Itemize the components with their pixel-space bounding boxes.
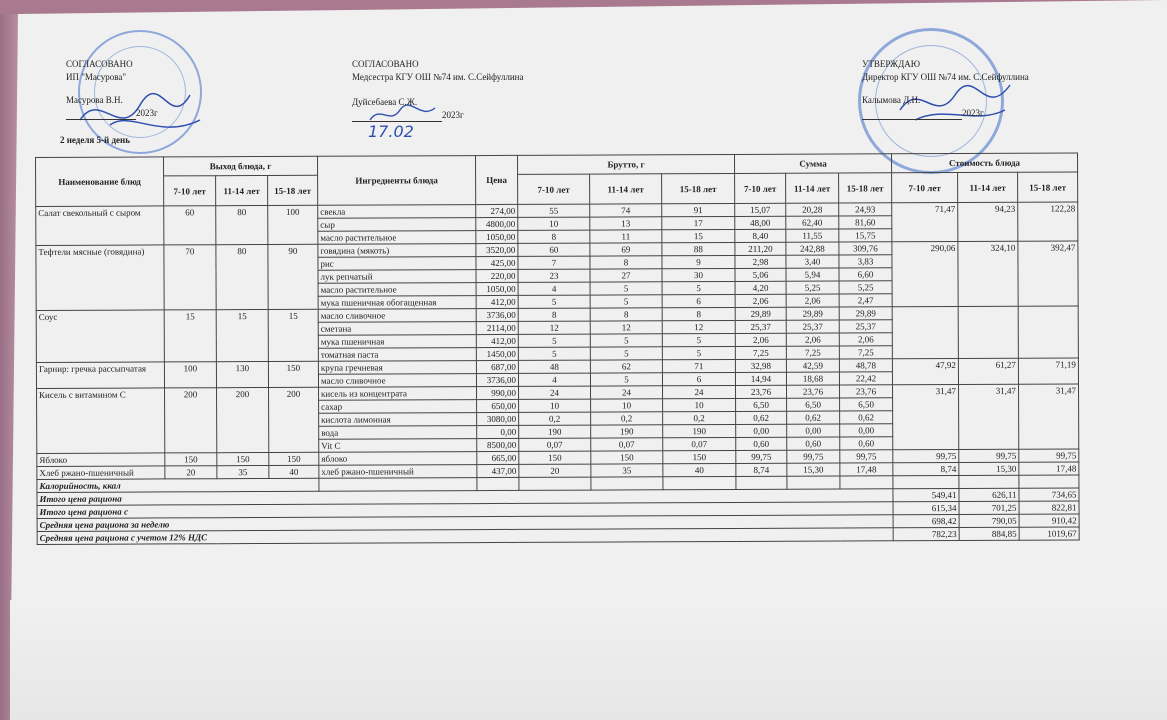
dish-yield: 200: [217, 387, 269, 452]
ingredient-name: масло растительное: [318, 231, 476, 245]
brutto-value: 0,07: [591, 438, 663, 451]
dish-cost: 15,30: [959, 462, 1019, 475]
sum-value: 2,98: [735, 255, 786, 268]
total-value: 782,23: [893, 527, 959, 540]
header-age: 7-10 лет: [735, 173, 786, 203]
brutto-value: 55: [518, 204, 590, 217]
ingredient-name: сахар: [319, 400, 477, 414]
approval-middle-date-row: [352, 109, 523, 122]
empty-cell: [893, 475, 959, 488]
sum-value: 0,60: [787, 437, 840, 450]
brutto-value: 69: [590, 243, 662, 256]
brutto-value: 0,2: [591, 412, 663, 425]
brutto-value: 150: [591, 451, 663, 464]
dish-cost: 94,23: [958, 202, 1018, 241]
handwritten-date: 17.02: [368, 122, 414, 141]
approval-left-name: Масурова В.Н.: [66, 95, 123, 105]
sum-value: 15,75: [839, 229, 892, 242]
approval-middle: [352, 58, 523, 122]
header-sum: Сумма: [734, 154, 891, 174]
sum-value: 242,88: [786, 242, 839, 255]
empty-cell: [319, 478, 477, 492]
sum-value: 25,37: [839, 320, 892, 333]
brutto-value: 74: [590, 204, 662, 217]
sum-value: 7,25: [735, 346, 786, 359]
brutto-value: 190: [591, 425, 663, 438]
brutto-value: 88: [662, 242, 735, 255]
approval-middle-org: Медсестра КГУ ОШ №74 им. С.Сейфуллина: [352, 72, 524, 82]
ingredient-price: 437,00: [477, 464, 519, 477]
empty-cell: [663, 476, 736, 489]
dish-cost: 71,47: [892, 202, 958, 241]
sign-line: [352, 112, 442, 122]
approval-left: [66, 58, 158, 120]
dish-yield: 200: [269, 387, 319, 452]
dish-name: Тефтели мясные (говядина): [36, 245, 164, 311]
sum-value: 8,40: [735, 229, 786, 242]
header-age: 7-10 лет: [518, 174, 590, 204]
header-brutto: Брутто, г: [517, 154, 734, 174]
brutto-value: 12: [518, 321, 590, 334]
ingredient-price: 0,00: [477, 425, 519, 438]
total-value: 822,81: [1019, 501, 1079, 514]
total-value: 549,41: [893, 488, 959, 501]
empty-cell: [1019, 475, 1079, 488]
header-ingredients: Ингредиенты блюда: [317, 156, 475, 206]
sum-value: 99,75: [787, 450, 840, 463]
approval-left-date-row: [66, 107, 158, 120]
empty-cell: [787, 476, 840, 489]
dish-yield: 130: [216, 361, 268, 387]
ingredient-price: 3736,00: [476, 373, 518, 386]
sum-value: 0,60: [840, 437, 893, 450]
empty-cell: [840, 476, 893, 489]
dish-name: Яблоко: [37, 453, 165, 467]
brutto-value: 10: [519, 399, 591, 412]
total-value: 1019,67: [1019, 527, 1079, 540]
approval-right-date-row: [862, 107, 1029, 120]
approval-right: [862, 58, 1029, 120]
ingredient-name: свекла: [318, 205, 476, 219]
header-yield: Выход блюда, г: [164, 156, 318, 176]
sum-value: 62,40: [786, 216, 839, 229]
empty-cell: [959, 475, 1019, 488]
total-label: Средняя цена рациона за неделю: [37, 515, 893, 532]
ingredient-name: масло растительное: [318, 283, 476, 297]
brutto-value: 15: [662, 229, 735, 242]
dish-yield: 200: [165, 388, 217, 453]
brutto-value: 5: [518, 295, 590, 308]
ingredient-price: 8500,00: [477, 438, 519, 451]
brutto-value: 5: [662, 346, 735, 359]
sum-value: 25,37: [735, 320, 786, 333]
ingredient-price: 990,00: [477, 386, 519, 399]
brutto-value: 5: [590, 347, 662, 360]
brutto-value: 0,2: [663, 411, 736, 424]
ingredient-name: сыр: [318, 218, 476, 232]
header-age: 11-14 лет: [958, 172, 1018, 202]
ingredient-name: говядина (мякоть): [318, 244, 476, 258]
header-age: 7-10 лет: [164, 176, 216, 206]
ingredient-name: рис: [318, 257, 476, 271]
brutto-value: 20: [519, 464, 591, 477]
dish-yield: 35: [217, 465, 269, 478]
sum-value: 11,55: [786, 229, 839, 242]
ingredient-name: масло сливочное: [318, 309, 476, 323]
dish-cost: 99,75: [959, 449, 1019, 462]
sum-value: 48,78: [839, 359, 892, 372]
ingredient-price: 220,00: [476, 269, 518, 282]
ingredient-name: кислота лимонная: [319, 413, 477, 427]
brutto-value: 4: [518, 282, 590, 295]
total-label: Итого цена рациона с: [37, 502, 893, 519]
brutto-value: 5: [518, 334, 590, 347]
approval-right-title: УТВЕРЖДАЮ: [862, 59, 921, 69]
dish-yield: 150: [165, 453, 217, 466]
brutto-value: 24: [519, 386, 591, 399]
ingredient-price: 3080,00: [477, 412, 519, 425]
sum-value: 42,59: [786, 359, 839, 372]
dish-yield: 70: [164, 245, 216, 310]
ingredient-name: кисель из концентрата: [319, 387, 477, 401]
dish-name: Соус: [36, 310, 164, 363]
ingredient-price: 1050,00: [476, 230, 518, 243]
sum-value: 5,25: [839, 281, 892, 294]
brutto-value: 10: [591, 399, 663, 412]
ingredient-price: 3520,00: [476, 243, 518, 256]
brutto-value: 6: [662, 372, 735, 385]
brutto-value: 5: [590, 282, 662, 295]
brutto-value: 4: [518, 373, 590, 386]
ingredient-name: мука пшеничная: [318, 335, 476, 349]
total-value: 734,65: [1019, 488, 1079, 501]
header-dish: Наименование блюд: [36, 157, 164, 207]
ingredient-price: 3736,00: [476, 308, 518, 321]
ingredient-price: 1450,00: [476, 347, 518, 360]
sum-value: 3,83: [839, 255, 892, 268]
ingredient-price: 425,00: [476, 256, 518, 269]
dish-cost: [892, 306, 958, 358]
sum-value: 0,00: [787, 424, 840, 437]
dish-cost: 71,19: [1018, 358, 1078, 384]
approval-middle-title: СОГЛАСОВАНО: [352, 59, 419, 69]
dish-yield: 15: [216, 309, 268, 361]
ingredient-name: мука пшеничная обогащенная: [318, 296, 476, 310]
brutto-value: 48: [518, 360, 590, 373]
sum-value: 0,00: [736, 424, 787, 437]
dish-name: Кисель с витамином С: [37, 388, 165, 454]
brutto-value: 8: [590, 256, 662, 269]
brutto-value: 30: [662, 268, 735, 281]
total-value: 615,34: [893, 501, 959, 514]
approval-middle-date: 2023г: [442, 110, 464, 120]
approval-left-date: 2023г: [136, 108, 158, 118]
brutto-value: 190: [519, 425, 591, 438]
sum-value: 2,06: [735, 333, 786, 346]
sum-value: 15,07: [735, 203, 786, 216]
sign-line: [862, 110, 962, 120]
approval-right-name: Калымова Д.Н.: [862, 95, 921, 105]
brutto-value: 8: [518, 230, 590, 243]
dish-yield: 150: [217, 452, 269, 465]
header-cost: Стоимость блюда: [891, 153, 1077, 173]
brutto-value: 27: [590, 269, 662, 282]
sum-value: 25,37: [786, 320, 839, 333]
menu-cost-table: [35, 152, 1080, 545]
ingredient-name: Vit C: [319, 439, 477, 453]
sum-value: 5,25: [786, 281, 839, 294]
brutto-value: 10: [663, 398, 736, 411]
sum-value: 8,74: [736, 463, 787, 476]
ingredient-name: лук репчатый: [318, 270, 476, 284]
brutto-value: 0,07: [519, 438, 591, 451]
sum-value: 32,98: [735, 359, 786, 372]
sum-value: 24,93: [839, 203, 892, 216]
dish-cost: [1018, 306, 1078, 358]
dish-yield: 150: [269, 452, 319, 465]
sum-value: 6,50: [840, 398, 893, 411]
sum-value: 0,62: [840, 411, 893, 424]
header-age: 15-18 лет: [1018, 172, 1078, 202]
dish-cost: 31,47: [893, 384, 959, 449]
brutto-value: 7: [518, 256, 590, 269]
sum-value: 23,76: [787, 385, 840, 398]
sum-value: 3,40: [786, 255, 839, 268]
brutto-value: 0,07: [663, 437, 736, 450]
brutto-value: 71: [662, 359, 735, 372]
brutto-value: 5: [590, 334, 662, 347]
brutto-value: 11: [590, 230, 662, 243]
dish-yield: 80: [216, 205, 268, 244]
brutto-value: 190: [663, 424, 736, 437]
brutto-value: 8: [518, 308, 590, 321]
sum-value: 15,30: [787, 463, 840, 476]
brutto-value: 0,2: [519, 412, 591, 425]
empty-cell: [736, 476, 787, 489]
sum-value: 4,20: [735, 281, 786, 294]
brutto-value: 6: [662, 294, 735, 307]
sum-value: 48,00: [735, 216, 786, 229]
dish-name: Гарнир: гречка рассыпчатая: [36, 362, 164, 389]
brutto-value: 150: [663, 450, 736, 463]
brutto-value: 91: [662, 203, 735, 216]
brutto-value: 5: [590, 295, 662, 308]
dish-cost: 99,75: [893, 449, 959, 462]
header-age: 7-10 лет: [892, 172, 958, 202]
dish-cost: 122,28: [1018, 202, 1078, 241]
sum-value: 309,76: [839, 242, 892, 255]
total-value: 884,85: [959, 527, 1019, 540]
sum-value: 23,76: [840, 385, 893, 398]
ingredient-price: 412,00: [476, 334, 518, 347]
ingredient-name: яблоко: [319, 452, 477, 466]
sum-value: 99,75: [736, 450, 787, 463]
sign-line: [66, 110, 136, 120]
ingredient-price: 4800,00: [476, 217, 518, 230]
sum-value: 0,60: [736, 437, 787, 450]
ingredient-price: 2114,00: [476, 321, 518, 334]
sum-value: 99,75: [840, 450, 893, 463]
dish-name: Хлеб ржано-пшеничный: [37, 466, 165, 480]
sum-value: 6,50: [787, 398, 840, 411]
brutto-value: 23: [518, 269, 590, 282]
sum-value: 20,28: [786, 203, 839, 216]
sum-value: 22,42: [839, 372, 892, 385]
dish-cost: 8,74: [893, 462, 959, 475]
dish-cost: 31,47: [1019, 384, 1079, 449]
sum-value: 0,62: [736, 411, 787, 424]
ingredient-price: 665,00: [477, 451, 519, 464]
dish-yield: 90: [268, 244, 318, 309]
approval-right-date: 2023г: [962, 108, 984, 118]
empty-cell: [591, 477, 663, 490]
brutto-value: 62: [590, 360, 662, 373]
ingredient-name: томатная паста: [318, 348, 476, 362]
brutto-value: 9: [662, 255, 735, 268]
total-value: 790,05: [959, 514, 1019, 527]
ingredient-name: масло сливочное: [318, 374, 476, 388]
header-age: 15-18 лет: [839, 173, 892, 203]
dish-cost: 392,47: [1018, 241, 1078, 306]
brutto-value: 5: [662, 333, 735, 346]
dish-yield: 15: [268, 309, 318, 361]
dish-yield: 60: [164, 206, 216, 245]
header-age: 15-18 лет: [662, 173, 735, 203]
approval-left-title: СОГЛАСОВАНО: [66, 59, 133, 69]
brutto-value: 150: [519, 451, 591, 464]
ingredient-name: сметана: [318, 322, 476, 336]
sum-value: 17,48: [840, 463, 893, 476]
approval-middle-name: Дуйсебаева С.Ж.: [352, 97, 418, 107]
header-price: Цена: [475, 155, 517, 204]
total-value: 698,42: [893, 514, 959, 527]
sum-value: 2,06: [786, 333, 839, 346]
sum-value: 23,76: [736, 385, 787, 398]
ingredient-price: 650,00: [477, 399, 519, 412]
sum-value: 7,25: [786, 346, 839, 359]
sum-value: 18,68: [786, 372, 839, 385]
dish-yield: 100: [164, 362, 216, 388]
brutto-value: 17: [662, 216, 735, 229]
brutto-value: 12: [662, 320, 735, 333]
sum-value: 0,00: [840, 424, 893, 437]
empty-cell: [477, 477, 519, 490]
dish-cost: 99,75: [1019, 449, 1079, 462]
ingredient-price: 1050,00: [476, 282, 518, 295]
brutto-value: 35: [591, 464, 663, 477]
dish-cost: 31,47: [959, 384, 1019, 449]
ingredient-name: крупа гречневая: [318, 361, 476, 375]
brutto-value: 24: [591, 386, 663, 399]
week-day-label: 2 неделя 5-й день: [60, 135, 130, 145]
brutto-value: 5: [518, 347, 590, 360]
dish-cost: [958, 306, 1018, 358]
ingredient-price: 412,00: [476, 295, 518, 308]
header-age: 15-18 лет: [268, 175, 318, 205]
approval-right-org: Директор КГУ ОШ №74 им. С.Сейфуллина: [862, 72, 1029, 82]
brutto-value: 8: [590, 308, 662, 321]
total-label: Итого цена рациона: [37, 489, 893, 506]
sum-value: 81,60: [839, 216, 892, 229]
sum-value: 29,89: [786, 307, 839, 320]
dish-yield: 80: [216, 244, 268, 309]
dish-yield: 100: [268, 205, 318, 244]
dish-cost: 47,92: [892, 358, 958, 384]
ingredient-name: вода: [319, 426, 477, 440]
sum-value: 5,94: [786, 268, 839, 281]
dish-cost: 61,27: [958, 358, 1018, 384]
brutto-value: 5: [590, 373, 662, 386]
brutto-value: 12: [590, 321, 662, 334]
brutto-value: 60: [518, 243, 590, 256]
sum-value: 2,47: [839, 294, 892, 307]
total-value: 626,11: [959, 488, 1019, 501]
sum-value: 7,25: [839, 346, 892, 359]
sum-value: 29,89: [735, 307, 786, 320]
sum-value: 211,20: [735, 242, 786, 255]
sum-value: 0,62: [787, 411, 840, 424]
dish-yield: 20: [165, 466, 217, 479]
header-age: 11-14 лет: [590, 174, 662, 204]
sum-value: 6,50: [736, 398, 787, 411]
dish-name: Салат свекольный с сыром: [36, 206, 164, 246]
brutto-value: 10: [518, 217, 590, 230]
calories-label: Калорийность, ккал: [37, 478, 319, 492]
header-age: 11-14 лет: [786, 173, 839, 203]
sum-value: 29,89: [839, 307, 892, 320]
ingredient-price: 687,00: [476, 360, 518, 373]
sum-value: 5,06: [735, 268, 786, 281]
ingredient-price: 274,00: [476, 204, 518, 217]
sum-value: 2,06: [786, 294, 839, 307]
brutto-value: 40: [663, 463, 736, 476]
brutto-value: 13: [590, 217, 662, 230]
brutto-value: 5: [662, 281, 735, 294]
dish-yield: 15: [164, 310, 216, 362]
total-value: 910,42: [1019, 514, 1079, 527]
sum-value: 6,60: [839, 268, 892, 281]
dish-yield: 150: [268, 361, 318, 387]
empty-cell: [519, 477, 591, 490]
dish-cost: 324,10: [958, 241, 1018, 306]
sum-value: 2,06: [839, 333, 892, 346]
sum-value: 2,06: [735, 294, 786, 307]
brutto-value: 24: [663, 385, 736, 398]
header-row-2: [36, 172, 1078, 207]
dish-cost: 290,06: [892, 241, 958, 306]
total-label: Средняя цена рациона с учетом 12% НДС: [37, 528, 893, 545]
total-value: 701,25: [959, 501, 1019, 514]
ingredient-name: хлеб ржано-пшеничный: [319, 465, 477, 479]
dish-yield: 40: [269, 465, 319, 478]
approval-left-org: ИП "Масурова": [66, 72, 127, 82]
paper-shadow: [10, 600, 1167, 720]
brutto-value: 8: [662, 307, 735, 320]
dish-cost: 17,48: [1019, 462, 1079, 475]
sum-value: 14,94: [735, 372, 786, 385]
header-age: 11-14 лет: [216, 175, 268, 205]
